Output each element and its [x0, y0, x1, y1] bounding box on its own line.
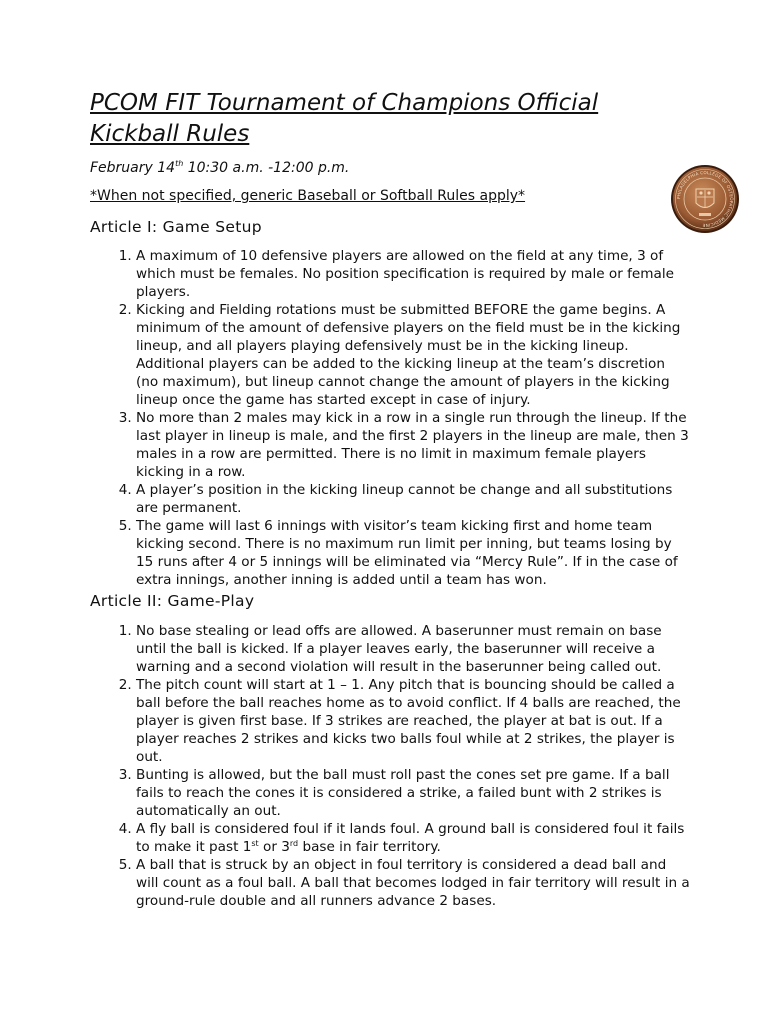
event-time: 10:30 a.m. -12:00 p.m. — [183, 160, 350, 176]
article-2-heading: Article II: Game-Play — [90, 592, 255, 610]
article-2-rule-4: 4. A fly ball is considered foul if it lands foul. A ground ball is considered foul it fails to make it past 1st or 3rd base in fair territory. — [136, 820, 690, 856]
event-date-suffix: th — [175, 159, 184, 168]
event-date — [90, 160, 349, 176]
article-1-rule-3: 3. No more than 2 males may kick in a row in a single run through the lineup. If the last player in lineup is male, and the first 2 players in the lineup are male, then 3 males in a row are permitted. There is no limit in maximum female players kicking in a row. — [136, 409, 690, 481]
article-1-rule-4: 4. A player’s position in the kicking lineup cannot be change and all substitutions are permanent. — [136, 481, 690, 517]
article-2-rule-2: 2. The pitch count will start at 1 – 1. Any pitch that is bouncing should be called a ball before the ball reaches home as to avoid conflict. If 4 balls are reached, the player is given first base. If 3 strikes are reached, the player at bat is out. If a player reaches 2 strikes and kicks two balls foul while at 2 strikes, the player is out. — [136, 676, 690, 766]
article-1-rule-5: 5. The game will last 6 innings with visitor’s team kicking first and home team kicking second. There is no maximum run limit per inning, but teams losing by 15 runs after 4 or 5 innings will be eliminated via “Mercy Rule”. If in the case of extra innings, another inning is added until a team has won. — [136, 517, 690, 589]
article-2-rule-1: 1. No base stealing or lead offs are allowed. A baserunner must remain on base until the ball is kicked. If a player leaves early, the baserunner will receive a warning and a second violation will result in the baserunner being called out. — [136, 622, 690, 676]
college-seal-image — [669, 163, 741, 235]
document-title: PCOM FIT Tournament of Champions Official Kickball Rules — [90, 90, 599, 147]
article-1-rules-list — [90, 247, 690, 589]
event-date-day: February 14 — [90, 160, 176, 176]
article-2-rule-3: 3. Bunting is allowed, but the ball must roll past the cones set pre game. If a ball fails to reach the cones it is considered a strike, a failed bunt with 2 strikes is automatically an out. — [136, 766, 690, 820]
seal-lettering: PHILADELPHIA COLLEGE OF OSTEOPATHIC MEDICINE — [675, 169, 735, 229]
article-2-rule-5: 5. A ball that is struck by an object in foul territory is considered a dead ball and will count as a foul ball. A ball that becomes lodged in fair territory will result in a ground-rule double and all runners advance 2 bases. — [136, 856, 690, 910]
article-1-rule-2: 2. Kicking and Fielding rotations must be submitted BEFORE the game begins. A minimum of the amount of defensive players on the field must be in the kicking lineup, and all players playing defensively must be in the kicking lineup. Additional players can be added to the kicking lineup at the team’s discretion (no maximum), but lineup cannot change the amount of players in the kicking lineup once the game has started except in case of injury. — [136, 301, 690, 409]
rules-note: *When not specified, generic Baseball or Softball Rules apply* — [90, 188, 526, 204]
article-1-heading: Article I: Game Setup — [90, 218, 262, 236]
article-2-rules-list — [90, 622, 690, 910]
article-1-rule-1: 1. A maximum of 10 defensive players are allowed on the field at any time, 3 of which must be females. No position specification is required by male or female players. — [136, 247, 690, 301]
